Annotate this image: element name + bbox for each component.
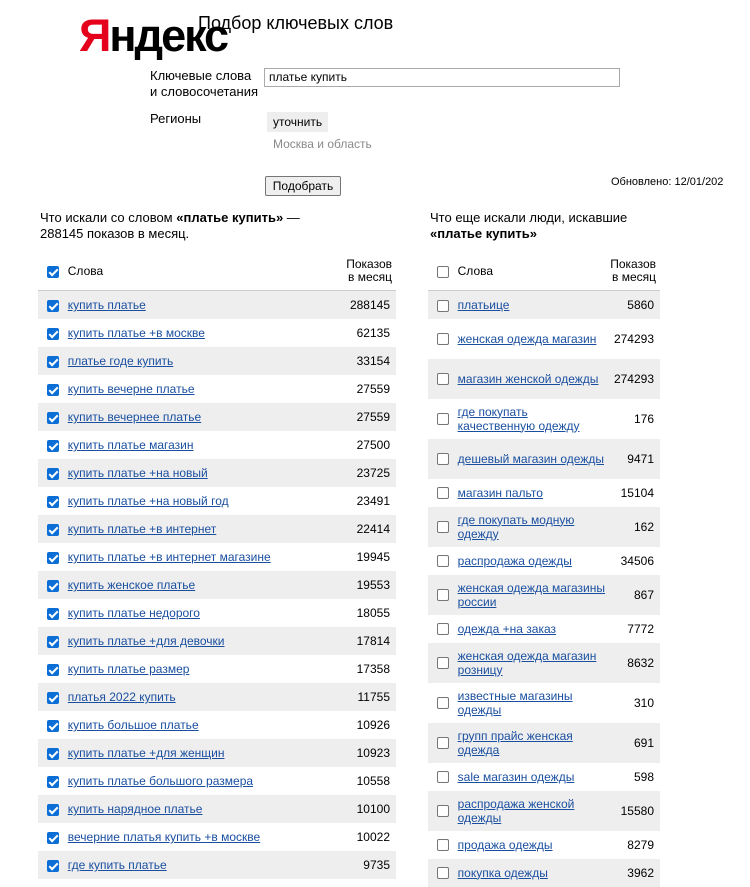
table-row xyxy=(38,543,396,571)
keyword-cell xyxy=(68,459,335,487)
row-checkbox-cell xyxy=(428,615,458,643)
row-checkbox[interactable] xyxy=(47,524,59,536)
keyword-link[interactable]: групп прайс женская одежда xyxy=(457,728,573,757)
row-checkbox[interactable] xyxy=(47,552,59,564)
header-checkbox-cell xyxy=(428,252,458,291)
keyword-link[interactable]: продажа одежды xyxy=(457,837,553,852)
impressions-count: 10100 xyxy=(335,795,396,823)
keyword-cell xyxy=(68,291,335,320)
header-count xyxy=(335,252,396,291)
impressions-count: 3962 xyxy=(610,859,660,887)
row-checkbox-cell xyxy=(38,319,68,347)
row-checkbox-cell xyxy=(428,479,458,507)
row-checkbox[interactable] xyxy=(47,384,59,396)
keyword-link[interactable]: sale магазин одежды xyxy=(457,769,575,784)
row-checkbox-cell xyxy=(428,723,458,763)
row-checkbox-cell xyxy=(38,739,68,767)
row-checkbox-cell xyxy=(38,571,68,599)
keyword-link[interactable]: вечерние платья купить +в москве xyxy=(67,830,261,844)
keyword-cell xyxy=(68,515,335,543)
impressions-count: 8279 xyxy=(627,837,654,852)
row-checkbox-cell xyxy=(428,859,458,887)
row-checkbox[interactable] xyxy=(437,487,449,499)
header-count-line2: в месяц xyxy=(347,270,392,284)
keyword-link[interactable]: магазин женской одежды xyxy=(457,371,599,386)
row-checkbox[interactable] xyxy=(437,839,449,851)
keyword-cell xyxy=(458,507,611,547)
keyword-link[interactable]: где купить платье xyxy=(67,858,167,872)
impressions-count: 176 xyxy=(633,411,654,426)
row-checkbox[interactable] xyxy=(437,453,449,465)
table-header xyxy=(38,252,396,291)
keyword-link[interactable]: купить нарядное платье xyxy=(67,802,203,816)
row-checkbox[interactable] xyxy=(437,737,449,749)
keyword-cell xyxy=(458,723,611,763)
row-checkbox-cell xyxy=(38,683,68,711)
row-checkbox-cell xyxy=(428,547,458,575)
keyword-cell xyxy=(458,319,611,359)
header-words: Слова xyxy=(458,252,611,291)
keyword-cell xyxy=(68,795,335,823)
right-intro xyxy=(430,210,650,242)
table-row xyxy=(38,627,396,655)
keyword-link[interactable]: магазин пальто xyxy=(457,485,543,500)
impressions-count: 17358 xyxy=(356,662,390,676)
row-checkbox[interactable] xyxy=(47,804,59,816)
keyword-cell xyxy=(458,547,611,575)
table-row xyxy=(428,615,660,643)
impressions-count: 15104 xyxy=(620,485,654,500)
row-checkbox[interactable] xyxy=(47,580,59,592)
keyword-link[interactable]: купить платье размер xyxy=(67,662,190,676)
row-checkbox-cell xyxy=(428,439,458,479)
row-checkbox[interactable] xyxy=(437,521,449,533)
impressions-count: 691 xyxy=(610,723,660,763)
keyword-link[interactable]: купить вечерне платье xyxy=(67,382,195,396)
page-title: Подбор ключевых слов xyxy=(198,13,394,33)
table-header xyxy=(428,252,660,291)
keyword-link[interactable]: платье годе купить xyxy=(67,354,174,368)
keyword-cell xyxy=(68,347,335,375)
table-row xyxy=(38,515,396,543)
table-row xyxy=(428,575,660,615)
row-checkbox[interactable] xyxy=(47,860,59,872)
keyword-cell xyxy=(68,767,335,795)
impressions-count: 274293 xyxy=(613,331,654,346)
keyword-cell xyxy=(458,831,611,859)
keyword-cell xyxy=(458,479,611,507)
keyword-cell xyxy=(68,823,335,851)
keyword-cell xyxy=(458,399,611,439)
row-checkbox-cell xyxy=(38,291,68,320)
impressions-count: 7772 xyxy=(627,621,654,636)
impressions-count: 33154 xyxy=(335,347,396,375)
submit-button[interactable]: Подобрать xyxy=(265,176,341,196)
table-row xyxy=(38,487,396,515)
impressions-count: 19945 xyxy=(356,550,390,564)
keyword-link[interactable]: купить платье +для женщин xyxy=(67,746,225,760)
table-row xyxy=(428,831,660,859)
impressions-count: 598 xyxy=(633,769,654,784)
regions-label: Регионы xyxy=(150,111,202,126)
row-checkbox[interactable] xyxy=(47,300,59,312)
row-checkbox-cell xyxy=(38,795,68,823)
left-intro-text: Что искали со словом xyxy=(40,210,177,225)
table-row xyxy=(38,739,396,767)
impressions-count: 10923 xyxy=(335,739,396,767)
keyword-link[interactable]: купить платье недорого xyxy=(67,606,200,620)
right-table-body xyxy=(428,291,660,887)
table-row xyxy=(428,479,660,507)
keyword-cell xyxy=(458,359,611,399)
left-intro-count: — 288145 показов в месяц. xyxy=(40,210,300,241)
row-checkbox-cell xyxy=(38,543,68,571)
keyword-cell xyxy=(68,375,335,403)
keyword-cell xyxy=(458,791,611,831)
table-row xyxy=(38,795,396,823)
table-row xyxy=(38,347,396,375)
impressions-count: 18055 xyxy=(356,606,390,620)
keyword-link[interactable]: купить платье магазин xyxy=(67,438,194,452)
table-row xyxy=(428,399,660,439)
keyword-link[interactable]: покупка одежды xyxy=(457,865,548,880)
keyword-link[interactable]: распродажа женской одежды xyxy=(457,796,575,825)
keyword-cell xyxy=(458,291,611,319)
impressions-count: 9471 xyxy=(610,439,660,479)
impressions-count: 34506 xyxy=(620,553,654,568)
keyword-link[interactable]: купить платье +в москве xyxy=(67,326,205,340)
row-checkbox[interactable] xyxy=(47,608,59,620)
row-checkbox-cell xyxy=(38,487,68,515)
keyword-link[interactable]: купить женское платье xyxy=(67,578,196,592)
keyword-link[interactable]: распродажа одежды xyxy=(457,553,572,568)
keyword-link[interactable]: купить платье xyxy=(67,298,146,312)
table-row xyxy=(38,431,396,459)
row-checkbox-cell xyxy=(38,375,68,403)
row-checkbox[interactable] xyxy=(47,720,59,732)
table-row xyxy=(38,459,396,487)
table-row xyxy=(428,319,660,359)
impressions-count: 10558 xyxy=(356,774,390,788)
impressions-count: 288145 xyxy=(335,291,396,320)
keyword-link[interactable]: купить платье +на новый год xyxy=(67,494,229,508)
table-row xyxy=(38,291,396,320)
table-row xyxy=(38,599,396,627)
keyword-cell xyxy=(68,739,335,767)
impressions-count: 9735 xyxy=(335,851,396,879)
row-checkbox[interactable] xyxy=(47,496,59,508)
row-checkbox-cell xyxy=(38,459,68,487)
right-intro-phrase: «платье купить» xyxy=(430,226,537,241)
keyword-link[interactable]: женская одежда магазин розницу xyxy=(457,648,597,677)
keyword-link[interactable]: женская одежда магазин xyxy=(457,331,597,346)
yandex-logo[interactable]: Яндекс xyxy=(79,10,228,61)
row-checkbox[interactable] xyxy=(437,623,449,635)
row-checkbox[interactable] xyxy=(437,867,449,879)
row-checkbox-cell xyxy=(428,359,458,399)
keyword-cell xyxy=(68,543,335,571)
keyword-cell xyxy=(68,655,335,683)
keyword-cell xyxy=(68,487,335,515)
keyword-link[interactable]: купить платье большого размера xyxy=(67,774,254,788)
row-checkbox[interactable] xyxy=(437,333,449,345)
row-checkbox[interactable] xyxy=(47,832,59,844)
row-checkbox-cell xyxy=(428,399,458,439)
impressions-count: 23725 xyxy=(335,459,396,487)
select-all-checkbox[interactable] xyxy=(437,266,449,278)
row-checkbox-cell xyxy=(428,507,458,547)
impressions-count: 22414 xyxy=(335,515,396,543)
row-checkbox[interactable] xyxy=(47,440,59,452)
row-checkbox[interactable] xyxy=(47,692,59,704)
keyword-link[interactable]: платьице xyxy=(457,297,510,312)
keyword-cell xyxy=(68,571,335,599)
updated-date: Обновлено: 12/01/202 xyxy=(611,176,724,188)
table-row xyxy=(38,403,396,431)
table-row xyxy=(428,763,660,791)
keyword-link[interactable]: купить вечернее платье xyxy=(67,410,202,424)
table-row xyxy=(38,823,396,851)
row-checkbox[interactable] xyxy=(47,328,59,340)
row-checkbox-cell xyxy=(38,711,68,739)
table-row xyxy=(428,547,660,575)
table-row xyxy=(428,859,660,887)
keyword-cell xyxy=(458,763,611,791)
keywords-label-line2: и словосочетания xyxy=(150,84,259,99)
table-row xyxy=(38,711,396,739)
row-checkbox-cell xyxy=(38,851,68,879)
row-checkbox-cell xyxy=(428,831,458,859)
clarify-region-button[interactable]: уточнить xyxy=(267,112,328,132)
row-checkbox[interactable] xyxy=(437,555,449,567)
keyword-cell xyxy=(458,439,611,479)
row-checkbox-cell xyxy=(38,655,68,683)
row-checkbox-cell xyxy=(428,763,458,791)
header-count xyxy=(610,252,660,291)
keyword-link[interactable]: платья 2022 купить xyxy=(67,690,176,704)
row-checkbox-cell xyxy=(38,767,68,795)
keyword-cell xyxy=(458,615,611,643)
row-checkbox[interactable] xyxy=(47,636,59,648)
keyword-cell xyxy=(458,683,611,723)
keyword-cell xyxy=(68,627,335,655)
impressions-count: 274293 xyxy=(610,359,660,399)
left-table-body xyxy=(38,291,396,880)
keyword-cell xyxy=(68,599,335,627)
table-row xyxy=(428,723,660,763)
selected-region: Москва и область xyxy=(273,137,372,151)
row-checkbox[interactable] xyxy=(437,413,449,425)
row-checkbox[interactable] xyxy=(437,657,449,669)
keyword-cell xyxy=(68,683,335,711)
impressions-count: 19553 xyxy=(335,571,396,599)
keyword-link[interactable]: известные магазины одежды xyxy=(457,688,573,717)
header-count-line2: в месяц xyxy=(611,270,656,284)
left-intro xyxy=(40,210,300,242)
impressions-count: 27500 xyxy=(356,438,390,452)
impressions-count: 310 xyxy=(633,695,654,710)
row-checkbox[interactable] xyxy=(47,664,59,676)
row-checkbox[interactable] xyxy=(437,373,449,385)
impressions-count: 17814 xyxy=(335,627,396,655)
left-keywords-table xyxy=(38,252,396,879)
keyword-cell xyxy=(458,643,611,683)
keyword-cell xyxy=(458,859,611,887)
header-words: Слова xyxy=(68,252,335,291)
keyword-link[interactable]: женская одежда магазины россии xyxy=(457,580,606,609)
row-checkbox[interactable] xyxy=(47,356,59,368)
keyword-link[interactable]: купить платье +для девочки xyxy=(67,634,225,648)
table-row xyxy=(428,791,660,831)
row-checkbox-cell xyxy=(428,291,458,319)
impressions-count: 10926 xyxy=(356,718,390,732)
row-checkbox-cell xyxy=(38,347,68,375)
row-checkbox[interactable] xyxy=(437,771,449,783)
row-checkbox[interactable] xyxy=(437,589,449,601)
row-checkbox[interactable] xyxy=(47,776,59,788)
header-checkbox-cell xyxy=(38,252,68,291)
keyword-link[interactable]: дешевый магазин одежды xyxy=(457,451,605,466)
row-checkbox-cell xyxy=(428,319,458,359)
table-row xyxy=(428,507,660,547)
impressions-count: 27559 xyxy=(335,403,396,431)
left-intro-phrase: «платье купить» xyxy=(176,210,284,225)
keywords-input[interactable]: платье купить xyxy=(264,68,620,87)
table-row xyxy=(38,655,396,683)
table-row xyxy=(38,683,396,711)
keywords-label xyxy=(150,68,258,100)
table-row xyxy=(38,375,396,403)
impressions-count: 11755 xyxy=(335,683,396,711)
row-checkbox-cell xyxy=(428,791,458,831)
table-row xyxy=(38,767,396,795)
row-checkbox-cell xyxy=(38,599,68,627)
header-count-line1: Показов xyxy=(346,257,392,271)
row-checkbox-cell xyxy=(38,431,68,459)
row-checkbox[interactable] xyxy=(437,697,449,709)
impressions-count: 27559 xyxy=(356,382,390,396)
table-row xyxy=(428,291,660,319)
keyword-link[interactable]: одежда +на заказ xyxy=(457,621,557,636)
impressions-count: 8632 xyxy=(610,643,660,683)
keyword-cell xyxy=(68,403,335,431)
keyword-link[interactable]: купить платье +на новый xyxy=(67,466,208,480)
header-count-line1: Показов xyxy=(610,257,656,271)
table-row xyxy=(428,683,660,723)
right-intro-text: Что еще искали люди, искавшие xyxy=(430,210,628,225)
row-checkbox[interactable] xyxy=(47,748,59,760)
select-all-checkbox[interactable] xyxy=(47,266,59,278)
table-row xyxy=(38,319,396,347)
keyword-link[interactable]: купить платье +в интернет магазине xyxy=(67,550,271,564)
keyword-cell xyxy=(68,431,335,459)
keyword-cell xyxy=(68,319,335,347)
row-checkbox-cell xyxy=(38,515,68,543)
row-checkbox[interactable] xyxy=(47,468,59,480)
row-checkbox-cell xyxy=(428,643,458,683)
table-row xyxy=(428,643,660,683)
impressions-count: 15580 xyxy=(610,791,660,831)
impressions-count: 62135 xyxy=(356,326,390,340)
table-row xyxy=(428,359,660,399)
row-checkbox[interactable] xyxy=(437,805,449,817)
impressions-count: 10022 xyxy=(356,830,390,844)
keyword-link[interactable]: купить платье +в интернет xyxy=(67,522,217,536)
keyword-link[interactable]: купить большое платье xyxy=(67,718,199,732)
right-keywords-table xyxy=(428,252,660,887)
keyword-link[interactable]: где покупать качественную одежду xyxy=(457,404,580,433)
table-row xyxy=(428,439,660,479)
row-checkbox-cell xyxy=(428,683,458,723)
row-checkbox[interactable] xyxy=(437,300,449,312)
row-checkbox[interactable] xyxy=(47,412,59,424)
keyword-cell xyxy=(68,851,335,879)
impressions-count: 162 xyxy=(610,507,660,547)
keyword-cell xyxy=(68,711,335,739)
keyword-link[interactable]: где покупать модную одежду xyxy=(457,512,575,541)
table-row xyxy=(38,571,396,599)
row-checkbox-cell xyxy=(428,575,458,615)
table-row xyxy=(38,851,396,879)
impressions-count: 23491 xyxy=(356,494,390,508)
row-checkbox-cell xyxy=(38,403,68,431)
impressions-count: 867 xyxy=(610,575,660,615)
impressions-count: 5860 xyxy=(610,291,660,319)
row-checkbox-cell xyxy=(38,823,68,851)
keyword-cell xyxy=(458,575,611,615)
keywords-label-line1: Ключевые слова xyxy=(150,68,252,83)
row-checkbox-cell xyxy=(38,627,68,655)
